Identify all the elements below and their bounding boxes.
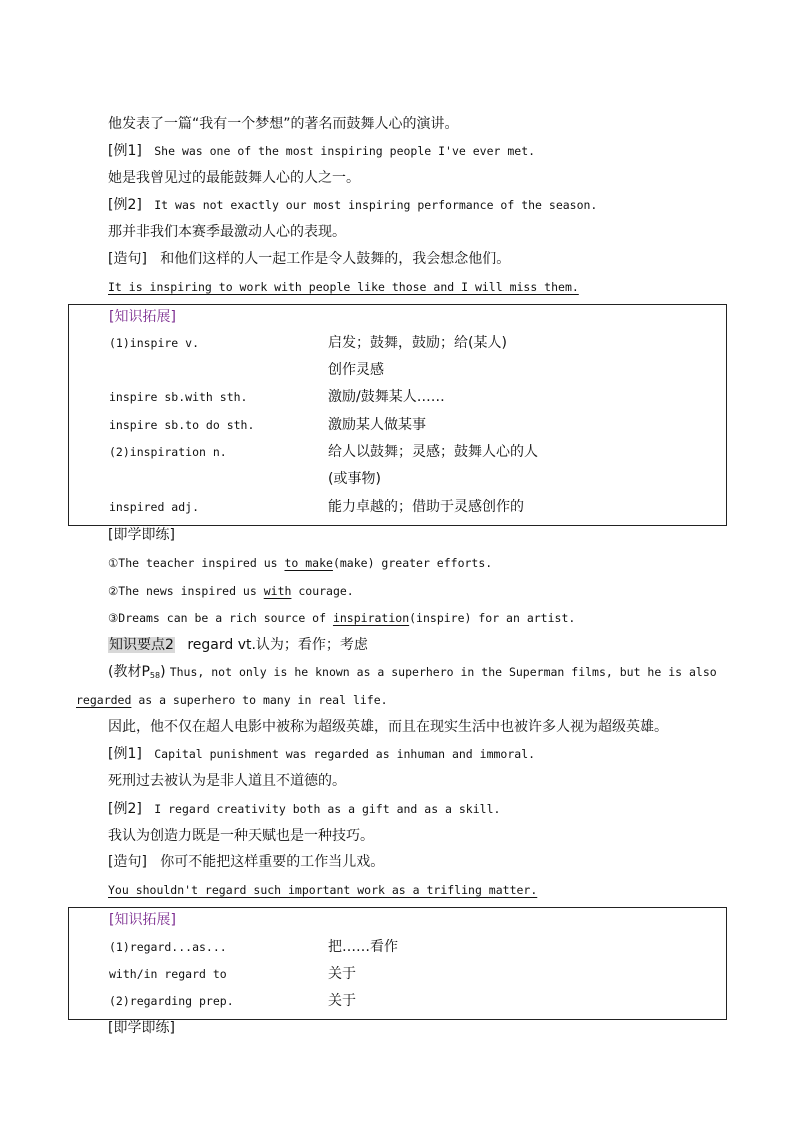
source-label: (教材$P_{58}$): [108, 664, 166, 680]
practice-question-3: [108, 608, 575, 628]
box-row-right: (或事物): [328, 471, 381, 487]
example-sentence: She was one of the most inspiring people I've ever met.: [154, 144, 536, 158]
box-row-right: 创作灵感: [328, 362, 384, 378]
example-2-translation: 那并非我们本赛季最激动人心的表现。: [108, 224, 346, 240]
box-row-left: inspire sb.to do sth.: [109, 418, 255, 432]
practice-question-2: [108, 581, 354, 601]
make-sentence-chinese: 你可不能把这样重要的工作当儿戏。: [160, 854, 385, 870]
box-row-left: inspire sb.with sth.: [109, 390, 248, 404]
box-row-right: 给人以鼓舞；灵感；鼓舞人心的人: [328, 444, 538, 460]
example-2: [108, 799, 500, 819]
example-2: [108, 195, 597, 215]
question-text: ②The news inspired us: [108, 584, 264, 598]
box-row-right: 启发；鼓舞，鼓励；给(某人): [328, 335, 507, 351]
box-row-left: with/in regard to: [109, 967, 227, 981]
example-sentence: I regard creativity both as a gift and as a skill.: [154, 802, 501, 816]
box-row-left: (2)inspiration n.: [109, 445, 227, 459]
source-keyword: regarded: [76, 693, 132, 707]
box-row-right: 关于: [328, 993, 356, 1009]
practice-title: [即学即练]: [108, 527, 175, 543]
example-2-translation: 我认为创造力既是一种天赋也是一种技巧。: [108, 828, 374, 844]
box-row-right: 把……看作: [328, 939, 398, 955]
question-text: (inspire) for an artist.: [409, 611, 576, 625]
question-text: ③Dreams can be a rich source of: [108, 611, 333, 625]
question-text: ①The teacher inspired us: [108, 556, 285, 570]
box-row-right: 关于: [328, 966, 356, 982]
example-1: [108, 744, 535, 764]
box-row-left: (2)regarding prep.: [109, 994, 234, 1008]
question-text: (make) greater efforts.: [332, 556, 493, 570]
knowledge-point-word: regard vt.认为；看作；考虑: [187, 637, 368, 653]
box-row-left: (1)inspire v.: [109, 336, 200, 350]
textbook-source-continued: [76, 690, 388, 710]
box-row-right: 能力卓越的；借助于灵感创作的: [328, 499, 524, 515]
answer-blank: inspiration: [332, 611, 410, 625]
textbook-source-line: [108, 662, 717, 682]
example-1: [108, 141, 535, 161]
make-sentence-answer: It is inspiring to work with people like those and I will miss them.: [108, 280, 579, 294]
practice-question-1: [108, 553, 492, 573]
example-sentence: Capital punishment was regarded as inhuman and immoral.: [154, 747, 536, 761]
make-sentence-answer: You shouldn't regard such important work as a trifling matter.: [108, 883, 538, 897]
make-sentence-chinese: 和他们这样的人一起工作是令人鼓舞的，我会想念他们。: [160, 251, 511, 267]
example-label: [例2]: [108, 197, 142, 213]
source-text: Thus, not only is he known as a superhero in the Superman films, but he is also: [169, 665, 717, 679]
box-row-left: inspired adj.: [109, 500, 200, 514]
source-text: as a superhero to many in real life.: [131, 693, 388, 707]
make-sentence-prompt: [108, 852, 384, 872]
translation-line: 他发表了一篇“我有一个梦想”的著名而鼓舞人心的演讲。: [108, 116, 459, 132]
answer-blank: to make: [284, 556, 333, 570]
example-sentence: It was not exactly our most inspiring performance of the season.: [154, 198, 598, 212]
knowledge-expansion-box-2: [68, 907, 727, 1020]
example-1-translation: 死刑过去被认为是非人道且不道德的。: [108, 773, 346, 789]
make-sentence-prompt: [108, 249, 510, 269]
knowledge-point-tag: 知识要点2: [109, 637, 174, 653]
example-label: [例2]: [108, 801, 142, 817]
make-sentence-label: [造句]: [108, 854, 147, 870]
answer-blank: with: [263, 584, 292, 598]
box-row-left: (1)regard...as...: [109, 940, 227, 954]
box-title: [知识拓展]: [109, 309, 176, 325]
box-row-right: 激励某人做某事: [328, 417, 426, 433]
example-1-translation: 她是我曾见过的最能鼓舞人心的人之一。: [108, 170, 360, 186]
example-label: [例1]: [108, 746, 142, 762]
example-label: [例1]: [108, 143, 142, 159]
box-row-right: 激励/鼓舞某人……: [328, 389, 445, 405]
source-translation: 因此，他不仅在超人电影中被称为超级英雄，而且在现实生活中也被许多人视为超级英雄。: [108, 719, 668, 735]
box-title: [知识拓展]: [109, 912, 176, 928]
practice-title: [即学即练]: [108, 1020, 175, 1036]
question-text: courage.: [291, 584, 354, 598]
make-sentence-label: [造句]: [108, 251, 147, 267]
knowledge-point-heading: [108, 635, 368, 655]
knowledge-expansion-box-1: [68, 304, 727, 526]
